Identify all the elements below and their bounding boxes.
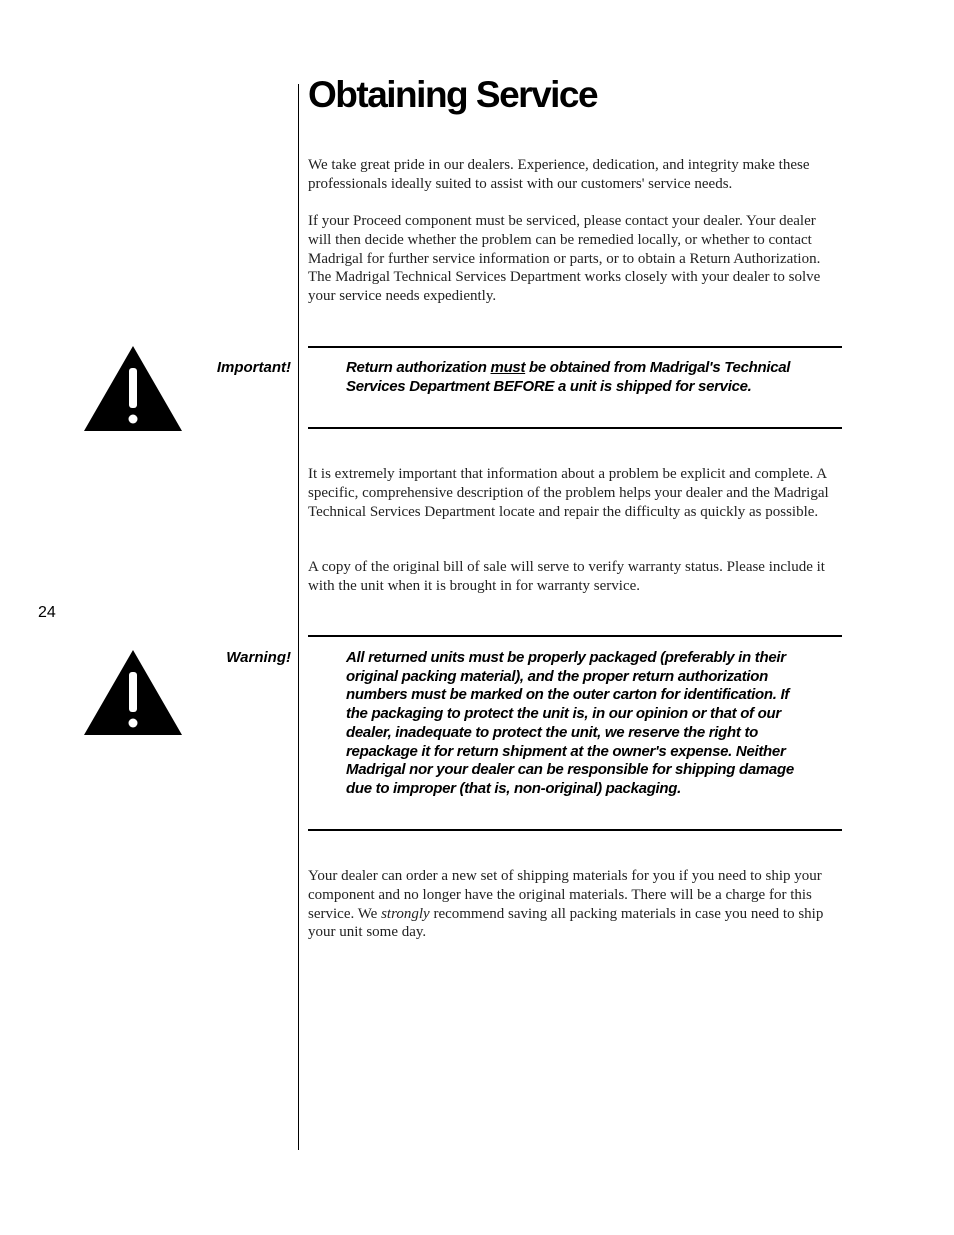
important-bottom-rule [308, 427, 842, 429]
closing-emphasis: strongly [381, 905, 430, 922]
intro-paragraph-1: We take great pride in our dealers. Experience, dedication, and integrity make these professionals ideally suited to assist with our customers' service needs. [308, 157, 810, 192]
warning-callout: All returned units must be properly packaged (preferably in their original packing material), and the proper return authorization numbers must be marked on the outer carton for identification. If the packaging to protect the unit is, in our opinion or that of our dealer, inadequate to protect the unit, we reserve the right to repackage it for return shipment at the owner's expense. Neither Madrigal nor your dealer can be responsible for shipping damage due to improper (that is, non-original) packaging. [346, 649, 794, 797]
closing-paragraph [308, 867, 842, 942]
details-paragraph-2: A copy of the original bill of sale will serve to verify warranty status. Please include it with the unit when it is brought in for warranty service. [308, 559, 825, 594]
warning-bottom-rule [308, 829, 842, 831]
important-top-rule [308, 346, 842, 348]
warning-label: Warning! [226, 649, 291, 666]
details-paragraph-1: It is extremely important that information about a problem be explicit and complete. A specific, comprehensive description of the problem helps your dealer and the Madrigal Technical Services Department locate and repair the difficulty as quickly as possible. [308, 466, 829, 520]
important-text-underlined: must [490, 359, 526, 376]
closing-text-end: recommend saving all packing materials in case you need to ship your unit some day. [308, 905, 824, 941]
vertical-rule [298, 84, 299, 1150]
page-number: 24 [38, 604, 56, 621]
important-text-start: Return authorization [346, 359, 491, 376]
page-title: Obtaining Service [308, 74, 598, 115]
important-callout [346, 359, 816, 396]
closing-text-start: Your dealer can order a new set of shipping materials for you if you need to ship your component and no longer have the original materials. There will be a charge for this service. We [308, 868, 822, 922]
warning-top-rule [308, 635, 842, 637]
important-label: Important! [216, 359, 291, 376]
important-text-end: be obtained from Madrigal's Technical Services Department BEFORE a unit is shipped for service. [346, 359, 791, 395]
intro-paragraph-2: If your Proceed component must be serviced, please contact your dealer. Your dealer will then decide whether the problem can be remedied locally, or whether to contact Madrigal for further service information or parts, or to obtain a Return Authorization. The Madrigal Technical Services Department works closely with your dealer to solve your service needs expediently. [308, 213, 821, 305]
